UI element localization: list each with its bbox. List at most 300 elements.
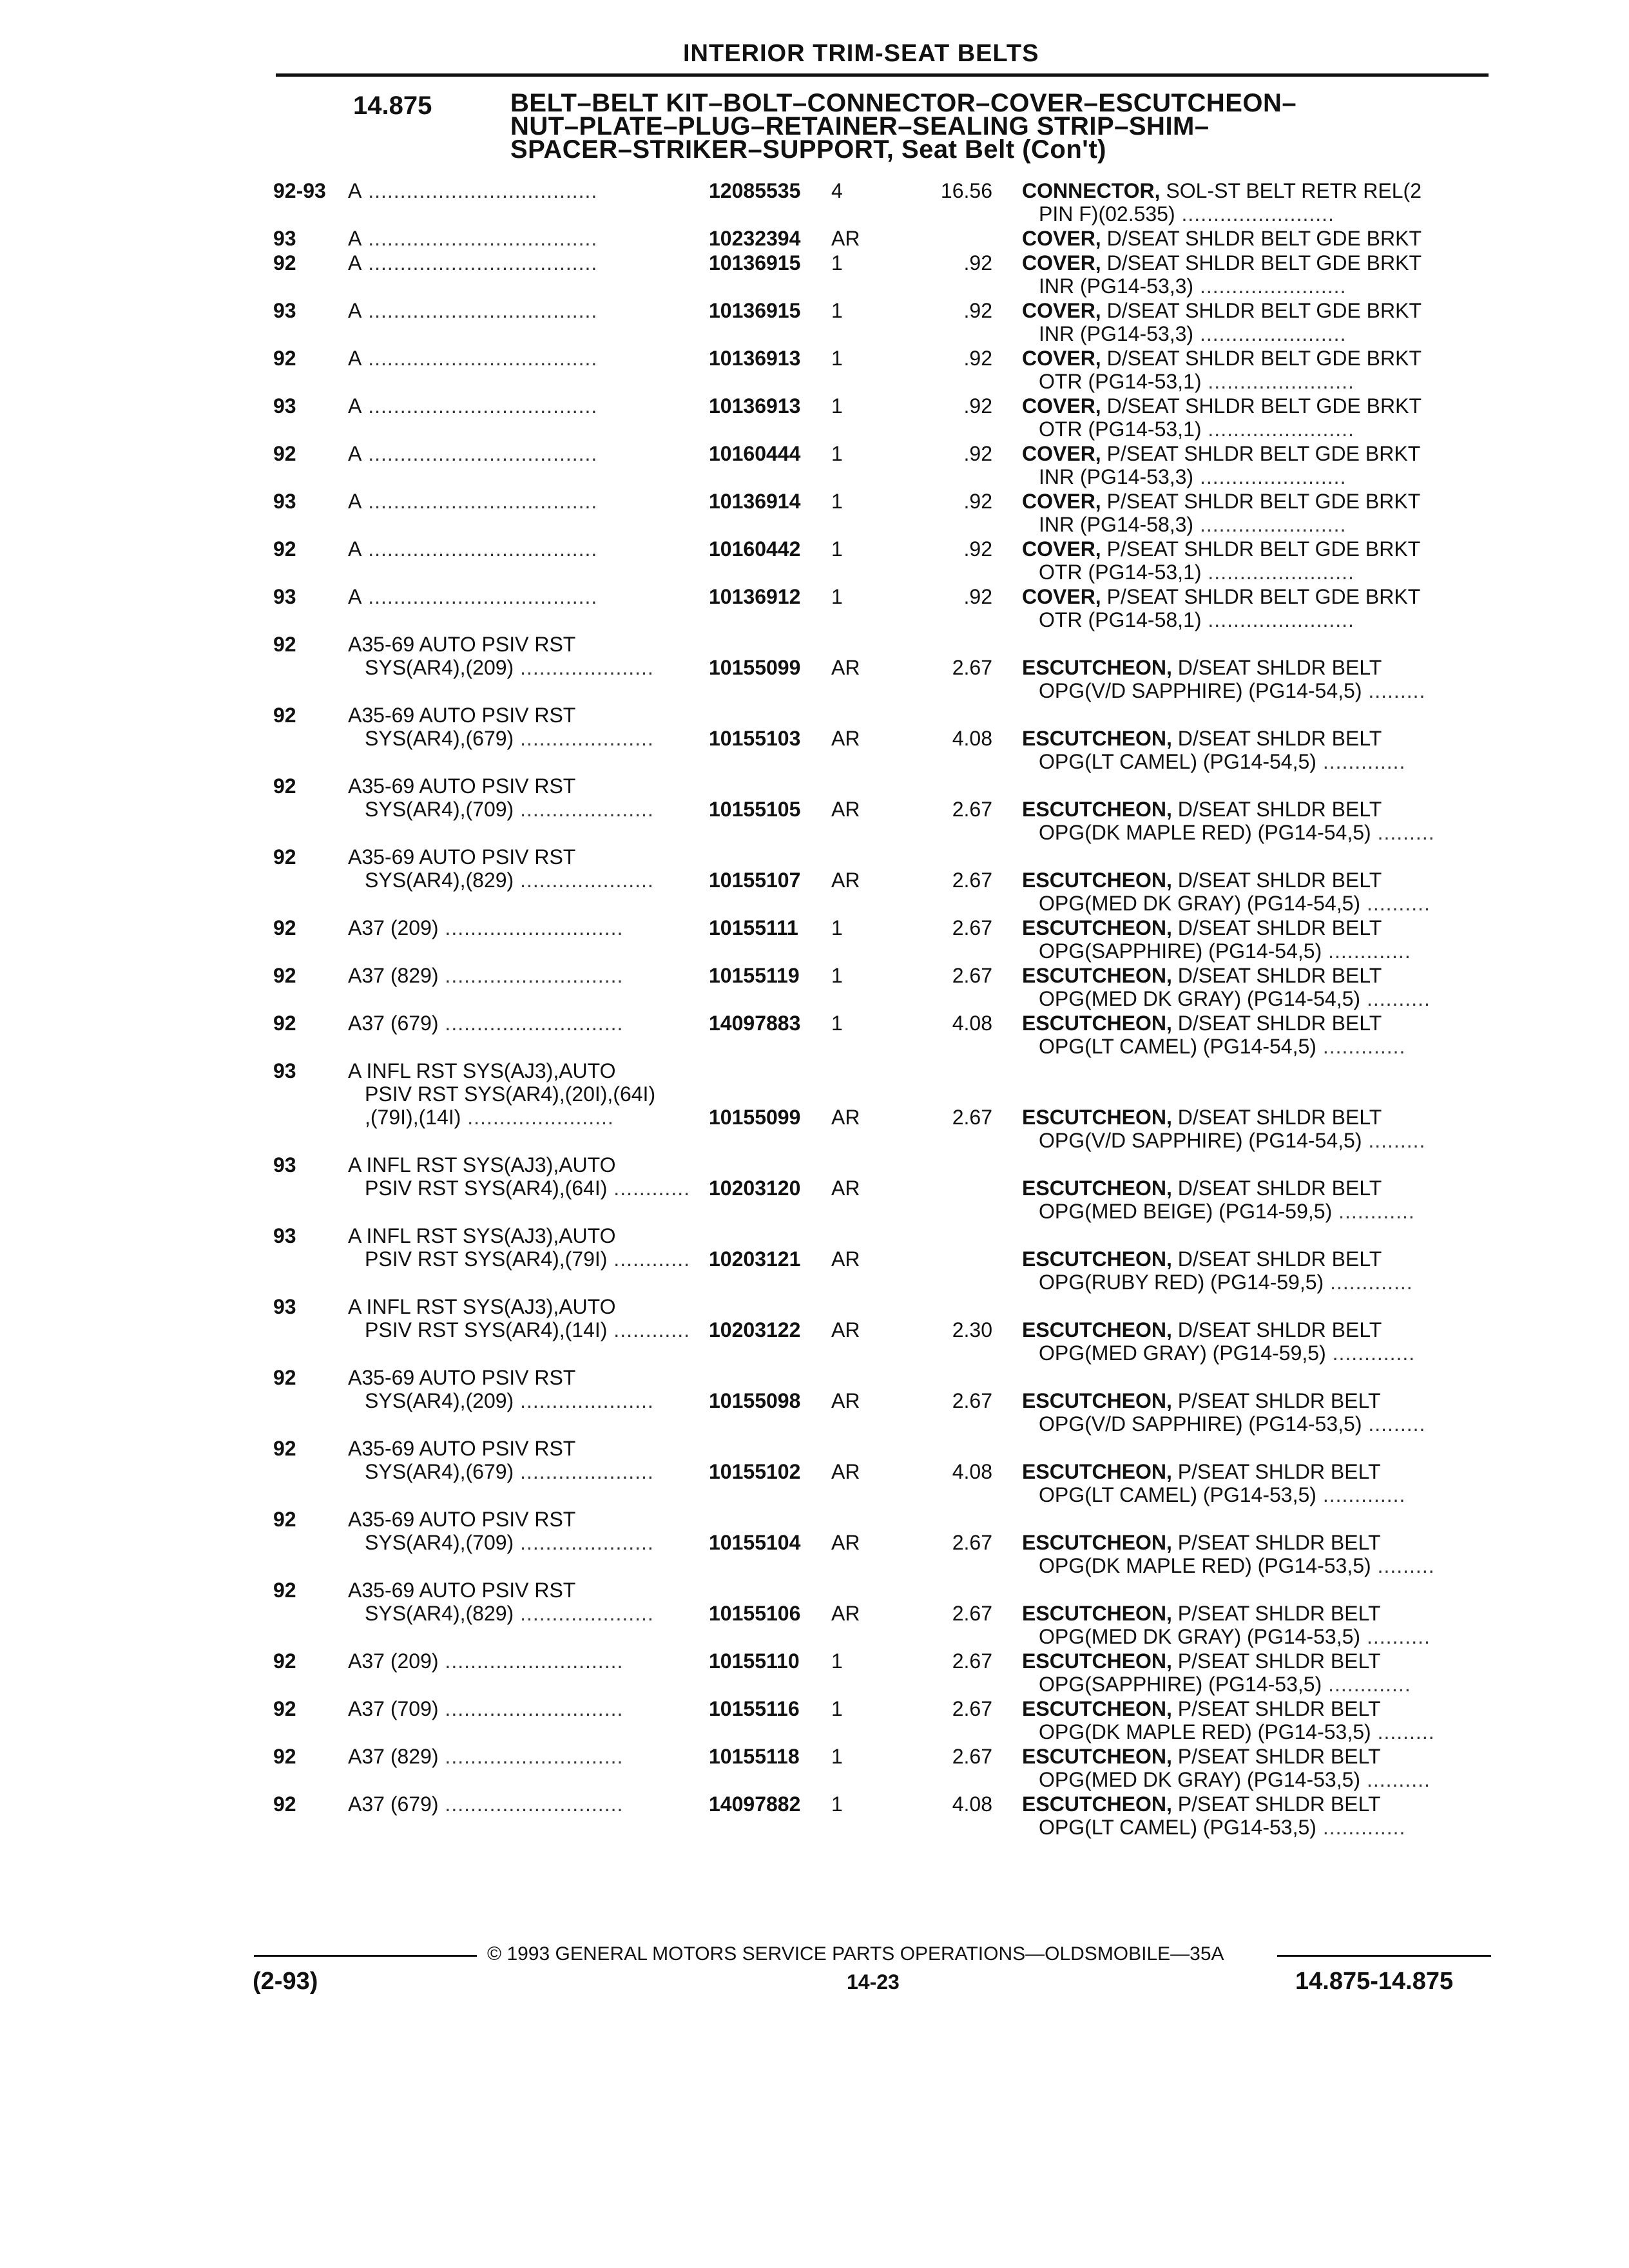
row-quantity: 1 <box>831 1697 843 1720</box>
row-application-text: PSIV RST SYS(AR4),(64I) <box>365 1177 608 1200</box>
table-row <box>0 442 1629 488</box>
row-description-noun: ESCUTCHEON, <box>1022 1247 1172 1271</box>
row-application-text: A35-69 AUTO PSIV RST <box>348 774 576 798</box>
dot-leader: ..................... <box>514 798 654 821</box>
row-application <box>365 1106 614 1129</box>
row-application-text: A <box>348 299 362 322</box>
row-description-text: D/SEAT SHLDR BELT GDE BRKT <box>1101 347 1422 370</box>
row-description-text: OPG(RUBY RED) (PG14-59,5) <box>1039 1271 1324 1294</box>
row-description <box>1022 798 1382 821</box>
dot-leader: .................................... <box>361 179 598 202</box>
dot-leader: ......... <box>1362 1129 1426 1152</box>
row-description <box>1022 727 1382 750</box>
row-application <box>348 1437 575 1460</box>
row-description-text: OTR (PG14-53,1) <box>1039 418 1202 441</box>
dot-leader: ..................... <box>514 1460 654 1483</box>
row-application-text: A35-69 AUTO PSIV RST <box>348 1579 576 1602</box>
row-description-text: OTR (PG14-53,1) <box>1039 561 1202 584</box>
row-description-text: D/SEAT SHLDR BELT GDE BRKT <box>1101 251 1422 274</box>
row-description-noun: ESCUTCHEON, <box>1022 1697 1172 1720</box>
dot-leader: ..................... <box>514 1389 654 1412</box>
dot-leader: ............................ <box>438 1697 624 1720</box>
row-year: 92 <box>273 347 296 370</box>
dot-leader: ......... <box>1371 1720 1435 1744</box>
row-part-number: 14097882 <box>709 1792 801 1816</box>
row-description-text: OTR (PG14-53,1) <box>1039 370 1202 393</box>
row-application-text: A37 (709) <box>348 1697 439 1720</box>
row-application <box>348 1792 623 1816</box>
table-row <box>0 394 1629 441</box>
row-description-text: P/SEAT SHLDR BELT GDE BRKT <box>1101 537 1421 561</box>
footer-rule <box>254 1955 477 1957</box>
dot-leader: .......... <box>1360 987 1431 1010</box>
row-part-number: 10136913 <box>709 347 801 370</box>
row-description <box>1039 274 1346 298</box>
row-application <box>348 394 597 418</box>
row-part-number: 10136914 <box>709 490 801 513</box>
row-description-text: D/SEAT SHLDR BELT GDE BRKT <box>1101 394 1422 418</box>
row-year: 93 <box>273 394 296 418</box>
row-description <box>1039 1035 1405 1058</box>
row-description-text: P/SEAT SHLDR BELT GDE BRKT <box>1101 442 1421 465</box>
row-description <box>1039 608 1354 631</box>
row-part-number: 10155099 <box>709 656 801 679</box>
row-year: 92 <box>273 1437 296 1460</box>
row-description <box>1039 1200 1415 1223</box>
table-row <box>0 1508 1629 1577</box>
row-part-number: 10155105 <box>709 798 801 821</box>
footer-copyright: © 1993 GENERAL MOTORS SERVICE PARTS OPERATIONS—OLDSMOBILE—35A <box>487 1943 1224 1965</box>
row-description <box>1022 1389 1381 1412</box>
row-price: 2.67 <box>952 1602 992 1625</box>
dot-leader: ....................... <box>1193 513 1347 536</box>
row-application-text: A <box>348 537 362 561</box>
row-description <box>1022 1460 1381 1483</box>
row-description-noun: COVER, <box>1022 490 1101 513</box>
row-description-noun: ESCUTCHEON, <box>1022 1602 1172 1625</box>
row-description-noun: COVER, <box>1022 537 1101 561</box>
row-description-noun: ESCUTCHEON, <box>1022 869 1172 892</box>
row-part-number: 10136913 <box>709 394 801 418</box>
row-description-text: D/SEAT SHLDR BELT <box>1171 869 1382 892</box>
row-description-text: P/SEAT SHLDR BELT <box>1171 1697 1381 1720</box>
row-application-text: A INFL RST SYS(AJ3),AUTO <box>348 1295 616 1318</box>
dot-leader: .......... <box>1360 1625 1431 1648</box>
table-row <box>0 299 1629 345</box>
dot-leader: ..................... <box>514 727 654 750</box>
row-description-text: D/SEAT SHLDR BELT <box>1171 727 1382 750</box>
section-title-line: NUT–PLATE–PLUG–RETAINER–SEALING STRIP–SHIM– <box>510 112 1210 140</box>
row-application-text: A INFL RST SYS(AJ3),AUTO <box>348 1153 616 1177</box>
dot-leader: ............ <box>1332 1200 1415 1223</box>
row-description-text: D/SEAT SHLDR BELT <box>1171 964 1382 987</box>
row-application-text: SYS(AR4),(209) <box>365 1389 514 1412</box>
row-year: 93 <box>273 227 296 250</box>
row-description-noun: ESCUTCHEON, <box>1022 1318 1172 1341</box>
row-description <box>1022 251 1422 274</box>
dot-leader: ....................... <box>1201 561 1354 584</box>
row-price: 2.67 <box>952 869 992 892</box>
dot-leader: .......... <box>1360 1768 1431 1791</box>
row-year: 93 <box>273 1059 296 1082</box>
row-description <box>1039 1341 1415 1365</box>
dot-leader: .................................... <box>361 347 598 370</box>
dot-leader: ....................... <box>461 1106 614 1129</box>
row-description <box>1022 1531 1381 1554</box>
row-description-noun: COVER, <box>1022 251 1101 274</box>
row-price: 2.67 <box>952 1745 992 1768</box>
row-application <box>348 1649 623 1673</box>
row-price: 2.67 <box>952 1389 992 1412</box>
dot-leader: ............................ <box>438 916 624 939</box>
row-price: 2.67 <box>952 916 992 939</box>
row-application <box>348 1579 575 1602</box>
dot-leader: .................................... <box>361 299 598 322</box>
row-description-text: D/SEAT SHLDR BELT GDE BRKT <box>1101 299 1422 322</box>
row-quantity: 1 <box>831 964 843 987</box>
dot-leader: .................................... <box>361 227 598 250</box>
row-description-text: D/SEAT SHLDR BELT <box>1171 1318 1382 1341</box>
table-row <box>0 227 1629 250</box>
row-application <box>348 774 575 798</box>
row-part-number: 14097883 <box>709 1012 801 1035</box>
row-description <box>1039 513 1346 536</box>
row-application <box>348 916 623 939</box>
dot-leader: ............................ <box>438 964 624 987</box>
row-quantity: 1 <box>831 251 843 274</box>
row-application-text: A <box>348 442 362 465</box>
row-description-text: D/SEAT SHLDR BELT <box>1171 1106 1382 1129</box>
table-row <box>0 1295 1629 1365</box>
row-year: 93 <box>273 1153 296 1177</box>
row-application <box>365 1602 654 1625</box>
row-description <box>1039 465 1346 488</box>
row-description-noun: ESCUTCHEON, <box>1022 798 1172 821</box>
row-quantity: 1 <box>831 299 843 322</box>
row-application <box>348 1697 623 1720</box>
row-year: 93 <box>273 1295 296 1318</box>
row-year: 92 <box>273 442 296 465</box>
dot-leader: .................................... <box>361 537 598 561</box>
row-part-number: 10136915 <box>709 251 801 274</box>
dot-leader: ............. <box>1316 1483 1406 1506</box>
dot-leader: ......... <box>1362 679 1426 702</box>
row-description-text: OPG(LT CAMEL) (PG14-54,5) <box>1039 750 1316 773</box>
row-description <box>1039 1720 1435 1744</box>
row-description-text: OPG(SAPPHIRE) (PG14-54,5) <box>1039 939 1322 963</box>
row-part-number: 10203122 <box>709 1318 801 1341</box>
row-application-text: A <box>348 585 362 608</box>
row-description-text: PIN F)(02.535) <box>1039 202 1175 226</box>
row-description <box>1039 1412 1425 1436</box>
dot-leader: ............................ <box>438 1012 624 1035</box>
row-quantity: AR <box>831 1389 860 1412</box>
row-application <box>365 1247 690 1271</box>
row-description-text: OPG(DK MAPLE RED) (PG14-53,5) <box>1039 1720 1371 1744</box>
row-description <box>1039 1554 1435 1577</box>
table-row <box>0 845 1629 915</box>
row-description-text: D/SEAT SHLDR BELT <box>1171 798 1382 821</box>
footer-date: (2-93) <box>253 1968 318 1995</box>
row-description-text: OTR (PG14-58,1) <box>1039 608 1202 631</box>
row-price: .92 <box>963 585 992 608</box>
row-part-number: 10203120 <box>709 1177 801 1200</box>
row-description-text: OPG(MED GRAY) (PG14-59,5) <box>1039 1341 1326 1365</box>
row-description-text: OPG(V/D SAPPHIRE) (PG14-53,5) <box>1039 1412 1362 1436</box>
row-application-text: A37 (679) <box>348 1792 439 1816</box>
table-row <box>0 179 1629 226</box>
dot-leader: .................................... <box>361 490 598 513</box>
row-part-number: 10155104 <box>709 1531 801 1554</box>
row-description <box>1022 1012 1382 1035</box>
row-description <box>1022 1649 1381 1673</box>
row-description <box>1039 1129 1425 1152</box>
row-quantity: 1 <box>831 585 843 608</box>
row-price: 4.08 <box>952 1012 992 1035</box>
row-application <box>365 727 654 750</box>
row-description-noun: COVER, <box>1022 347 1101 370</box>
row-quantity: 1 <box>831 1745 843 1768</box>
section-title <box>510 89 1297 164</box>
row-part-number: 10155116 <box>709 1697 800 1720</box>
row-application-text: SYS(AR4),(709) <box>365 798 514 821</box>
dot-leader: ..................... <box>514 1531 654 1554</box>
row-part-number: 10160442 <box>709 537 801 561</box>
dot-leader: ............. <box>1316 1816 1406 1839</box>
row-year: 92 <box>273 964 296 987</box>
row-quantity: AR <box>831 798 860 821</box>
row-price: 2.67 <box>952 964 992 987</box>
row-price: 16.56 <box>940 179 992 202</box>
dot-leader: ............. <box>1325 1341 1416 1365</box>
table-row <box>0 1437 1629 1506</box>
dot-leader: ....................... <box>1193 465 1347 488</box>
row-description-text: OPG(V/D SAPPHIRE) (PG14-54,5) <box>1039 1129 1362 1152</box>
row-description <box>1039 370 1354 393</box>
row-description <box>1022 1792 1381 1816</box>
row-description-noun: ESCUTCHEON, <box>1022 727 1172 750</box>
row-description-noun: ESCUTCHEON, <box>1022 1106 1172 1129</box>
row-application-text: A35-69 AUTO PSIV RST <box>348 1437 576 1460</box>
table-row <box>0 916 1629 963</box>
row-price: 2.67 <box>952 1531 992 1554</box>
row-description <box>1039 1768 1431 1791</box>
row-quantity: 1 <box>831 1792 843 1816</box>
row-quantity: AR <box>831 1177 860 1200</box>
row-description <box>1022 1106 1382 1129</box>
table-row <box>0 1792 1629 1839</box>
row-part-number: 10136915 <box>709 299 801 322</box>
row-application <box>348 585 597 608</box>
row-description-noun: COVER, <box>1022 227 1101 250</box>
row-description <box>1022 1177 1382 1200</box>
header-rule <box>276 73 1489 77</box>
section-number: 14.875 <box>353 91 432 120</box>
row-price: 2.67 <box>952 1697 992 1720</box>
row-description <box>1039 987 1431 1010</box>
row-description <box>1039 1271 1413 1294</box>
row-description <box>1022 1697 1381 1720</box>
row-application-text: SYS(AR4),(209) <box>365 656 514 679</box>
row-description <box>1039 821 1435 844</box>
dot-leader: ............. <box>1316 750 1406 773</box>
row-year: 92 <box>273 537 296 561</box>
row-year: 92 <box>273 916 296 939</box>
row-price: .92 <box>963 537 992 561</box>
row-application-text: SYS(AR4),(709) <box>365 1531 514 1554</box>
table-row <box>0 1697 1629 1744</box>
row-application <box>365 1460 654 1483</box>
row-application-text: A37 (209) <box>348 1649 439 1673</box>
row-description-text: D/SEAT SHLDR BELT <box>1171 1012 1382 1035</box>
row-year: 92 <box>273 1508 296 1531</box>
row-part-number: 10155111 <box>709 916 798 939</box>
row-description <box>1022 964 1382 987</box>
row-application-text: A <box>348 490 362 513</box>
row-price: 4.08 <box>952 727 992 750</box>
row-description-noun: ESCUTCHEON, <box>1022 1745 1172 1768</box>
row-description <box>1022 347 1422 370</box>
row-price: 4.08 <box>952 1460 992 1483</box>
row-application <box>348 299 597 322</box>
dot-leader: ....................... <box>1193 274 1347 298</box>
row-part-number: 12085535 <box>709 179 801 202</box>
row-description-noun: COVER, <box>1022 299 1101 322</box>
row-quantity: AR <box>831 1318 860 1341</box>
row-year: 92 <box>273 1579 296 1602</box>
row-year: 92 <box>273 251 296 274</box>
dot-leader: ............ <box>607 1318 690 1341</box>
row-description <box>1039 1625 1431 1648</box>
row-year: 92 <box>273 774 296 798</box>
row-quantity: 1 <box>831 394 843 418</box>
row-application <box>348 227 597 250</box>
table-row <box>0 490 1629 536</box>
table-row <box>0 537 1629 584</box>
row-description-noun: ESCUTCHEON, <box>1022 1792 1172 1816</box>
row-application <box>365 1318 690 1341</box>
row-description <box>1022 299 1422 322</box>
row-year: 93 <box>273 490 296 513</box>
row-description-noun: ESCUTCHEON, <box>1022 656 1172 679</box>
row-description <box>1022 179 1422 202</box>
row-application <box>348 442 597 465</box>
section-title-line: SPACER–STRIKER–SUPPORT, Seat Belt (Con't) <box>510 135 1106 164</box>
row-description-text: P/SEAT SHLDR BELT <box>1171 1389 1381 1412</box>
row-quantity: 1 <box>831 490 843 513</box>
row-description-noun: CONNECTOR, <box>1022 179 1161 202</box>
row-description <box>1039 892 1431 915</box>
row-part-number: 10136912 <box>709 585 801 608</box>
row-description <box>1022 227 1422 250</box>
row-application-text: A35-69 AUTO PSIV RST <box>348 1508 576 1531</box>
row-application-text: A <box>348 394 362 418</box>
row-quantity: AR <box>831 1602 860 1625</box>
dot-leader: ............. <box>1322 939 1411 963</box>
row-application-text: PSIV RST SYS(AR4),(14I) <box>365 1318 608 1341</box>
table-row <box>0 585 1629 631</box>
row-quantity: AR <box>831 1247 860 1271</box>
row-description-noun: COVER, <box>1022 585 1101 608</box>
dot-leader: .................................... <box>361 251 598 274</box>
row-description-text: OPG(MED DK GRAY) (PG14-54,5) <box>1039 987 1361 1010</box>
row-application-text: A35-69 AUTO PSIV RST <box>348 704 576 727</box>
row-application-text: A INFL RST SYS(AJ3),AUTO <box>348 1059 616 1082</box>
row-quantity: AR <box>831 1460 860 1483</box>
row-description-noun: ESCUTCHEON, <box>1022 1012 1172 1035</box>
row-description-noun: ESCUTCHEON, <box>1022 1531 1172 1554</box>
table-row <box>0 1579 1629 1648</box>
row-application-text: A <box>348 227 362 250</box>
dot-leader: ....................... <box>1201 418 1354 441</box>
row-description-text: SOL-ST BELT RETR REL(2 <box>1160 179 1422 202</box>
page-header-title: INTERIOR TRIM-SEAT BELTS <box>683 40 1039 67</box>
table-row <box>0 1366 1629 1436</box>
dot-leader: ......... <box>1362 1412 1426 1436</box>
row-description <box>1022 442 1420 465</box>
row-description <box>1039 939 1411 963</box>
row-year: 92 <box>273 704 296 727</box>
row-description <box>1039 202 1335 226</box>
row-quantity: 1 <box>831 1649 843 1673</box>
row-description-text: D/SEAT SHLDR BELT <box>1171 1247 1382 1271</box>
row-quantity: 1 <box>831 537 843 561</box>
row-year: 92 <box>273 1792 296 1816</box>
row-description-text: OPG(DK MAPLE RED) (PG14-54,5) <box>1039 821 1371 844</box>
footer-section-range: 14.875-14.875 <box>1295 1968 1454 1995</box>
row-price: .92 <box>963 347 992 370</box>
row-description <box>1039 1816 1405 1839</box>
table-row <box>0 251 1629 298</box>
row-year: 92 <box>273 1012 296 1035</box>
row-year: 92 <box>273 845 296 869</box>
row-application <box>348 490 597 513</box>
row-application-text: SYS(AR4),(679) <box>365 727 514 750</box>
row-application <box>348 251 597 274</box>
row-price: .92 <box>963 490 992 513</box>
row-description-text: D/SEAT SHLDR BELT GDE BRKT <box>1101 227 1422 250</box>
row-application <box>348 1745 623 1768</box>
row-description-text: D/SEAT SHLDR BELT <box>1171 916 1382 939</box>
dot-leader: .................................... <box>361 442 598 465</box>
row-application <box>365 1082 655 1106</box>
dot-leader: ........................ <box>1175 202 1335 226</box>
row-description-text: P/SEAT SHLDR BELT <box>1171 1745 1381 1768</box>
row-application <box>348 633 575 656</box>
row-description-noun: COVER, <box>1022 442 1101 465</box>
row-application-text: SYS(AR4),(829) <box>365 1602 514 1625</box>
row-application-text: A37 (209) <box>348 916 439 939</box>
row-quantity: 1 <box>831 1012 843 1035</box>
row-description <box>1022 1745 1381 1768</box>
row-description <box>1022 394 1422 418</box>
row-application <box>348 1012 623 1035</box>
row-application-text: A <box>348 347 362 370</box>
row-description-text: P/SEAT SHLDR BELT <box>1171 1602 1381 1625</box>
row-part-number: 10155102 <box>709 1460 801 1483</box>
table-row <box>0 774 1629 844</box>
footer-rule <box>1277 1955 1491 1957</box>
dot-leader: ....................... <box>1201 370 1354 393</box>
row-description-text: INR (PG14-53,3) <box>1039 274 1194 298</box>
row-description-text: OPG(MED DK GRAY) (PG14-53,5) <box>1039 1625 1361 1648</box>
row-year: 92 <box>273 1366 296 1389</box>
row-description <box>1022 537 1420 561</box>
row-description-text: OPG(MED DK GRAY) (PG14-53,5) <box>1039 1768 1361 1791</box>
row-description-text: INR (PG14-53,3) <box>1039 322 1194 345</box>
row-price: .92 <box>963 442 992 465</box>
row-description-noun: ESCUTCHEON, <box>1022 1649 1172 1673</box>
